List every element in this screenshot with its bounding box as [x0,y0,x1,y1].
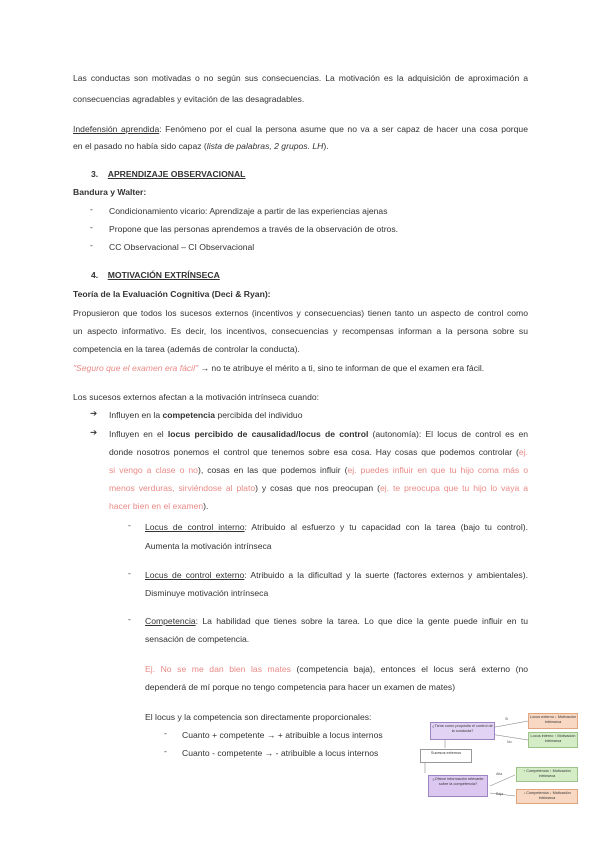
quote-example: "Seguro que el examen era fácil" [73,363,199,373]
bullet-locus-line-5: hacer bien en el examen). [109,501,209,511]
paragraph-1-line-1: Las conductas son motivadas o no según sus consecuencias. La motivación es la adquisición de aproximación a [73,73,528,83]
diagram-result-locus-interno: Locus interno ↑ Motivación intrínseca [528,732,578,748]
bullet-locus-line-3: si vengo a clase o no), cosas en las que podemos influir (ej. puedes influir en que tu hijo coma más o [109,465,529,475]
diagram-label-no: No [507,740,512,744]
section-4-heading: 4. MOTIVACIÓN EXTRÍNSECA [91,270,220,280]
bullet-competencia: Influyen en la competencia percibida del individuo [109,410,303,420]
bullet-locus-line-2: donde nosotros ponemos el control que tenemos sobre esa cosa. Hay cosas que podemos controlar (ej. [109,447,528,457]
paragraph-2-line-2: en el pasado no había sido capaz (lista de palabras, 2 grupos. LH). [73,141,329,151]
example-line-2: dependerá de mí porque no tengo competencia para hacer un examen de mates) [145,682,456,692]
example-line-1: Ej. No se me dan bien las mates (competencia baja), entonces el locus será externo (no [145,664,529,674]
section-3-heading: 3. APRENDIZAJE OBSERVACIONAL [91,169,246,179]
arrow-bullet-icon: ➔ [90,427,98,437]
diagram-result-locus-externo: Locus externo ↓ Motivación intrínseca [528,713,578,729]
locus-externo-line-1: Locus de control externo: Atribuido a la dificultad y la suerte (factores externos y ambientales). [145,570,528,580]
list-item: Cuanto - competente → - atribuible a locus internos [182,748,379,758]
list-item: CC Observacional – CI Observacional [109,242,255,252]
list-item: Propone que las personas aprendemos a través de la observación de otros. [109,224,399,234]
section-3-subhead: Bandura y Walter: [73,187,147,197]
bullet-locus-line-4: menos verduras, sirviéndose al plato) y cosas que nos preocupan (ej. te preocupa que tu hijo lo vaya a [109,483,528,493]
list-item: Condicionamiento vicario: Aprendizaje a partir de las experiencias ajenas [109,206,388,216]
diagram-question-control: ¿Tiene como propósito el control de la conducta? [430,722,495,740]
section-4-p1-line-2: un aspecto informativo. Es decir, los incentivos, consecuencias y recompensas informan a la persona sobre su [73,326,528,336]
quote-line: "Seguro que el examen era fácil" → no te atribuye el mérito a ti, sino te informan de que el examen era fácil. [73,363,485,373]
locus-interno-line-1: Locus de control interno: Atribuido al esfuerzo y tu capacidad con la tarea (bajo tu control). [145,522,528,532]
diagram-root: Sucesos externos [420,749,472,763]
arrow-bullet-icon: ➔ [90,408,98,418]
competencia-line-2: sensación de competencia. [145,634,250,644]
locus-interno-line-2: Aumenta la motivación intrínseca [145,541,272,551]
diagram-question-info: ¿Ofrece información relevante sobre la competencia? [428,775,488,797]
document-page: Las conductas son motivadas o no según sus consecuencias. La motivación es la adquisición de aproximación a consecuencias agradables y evitación de las desagradables. Indefensión aprendida: Fenómeno por el cual la persona asume que no va a ser capaz de hacer una cosa porque en el pasado no había sido capaz (lista de palabras, 2 grupos. LH). 3. APRENDIZAJE OBSERVACIONAL Bandura y Walter: - Condicionamiento vicario: Aprendizaje a partir de las experiencias ajenas - Propone que las personas aprendemos a través de la observación de otros. - CC Observacional – CI Observacional 4. MOTIVACIÓN EXTRÍNSECA Teoría de la Evaluación Cognitiva (Deci & Ryan): Propusieron que todos los sucesos externos (incentivos y consecuencias) tienen tanto un aspecto de control como un aspecto informativo. Es decir, los incentivos, consecuencias y recompensas informan a la persona sobre su competencia en la tarea (además de controlar la conducta). "Seguro que el examen era fácil" → no te atribuye el mérito a ti, sino te informan de que el examen era fácil. Los sucesos externos afectan a la motivación intrínseca cuando: ➔ Influyen en la competencia percibida del individuo ➔ Influyen en el locus percibido de causalidad/locus de control (autonomía): El locus de control es en donde nosotros ponemos el control que tenemos sobre esa cosa. Hay cosas que podemos controlar (ej. si vengo a clase o no), cosas en las que podemos influir (ej. puedes influir en que tu hijo coma más o menos verduras, sirviéndose al plato) y cosas que nos preocupan (ej. te preocupa que tu hijo lo vaya a hacer bien en el examen). - Locus de control interno: Atribuido al esfuerzo y tu capacidad con la tarea (bajo tu control). Aumenta la motivación intrínseca - Locus de control externo: Atribuido a la dificultad y la suerte (factores externos y ambientales). Disminuye motivación intrínseca - Competencia: La habilidad que tienes sobre la tarea. Lo que dice la gente puede influir en tu sensación de competencia. Ej. No se me dan bien las mates (competencia baja), entonces el locus será externo (no dependerá de mí porque no tengo competencia para hacer un examen de mates) El locus y la competencia son directamente proporcionales: - Cuanto + competente → + atribuible a locus internos - Cuanto - competente → - atribuible a locus internos ¿Tiene como propósito el control de la conducta? Sucesos externos ¿Ofrece información relevante sobre la competencia? Sí No Alta Baja Locus externo ↓ Motivación intrínseca Locus interno ↑ Motivación intrínseca ↑ Competencia ↑ Motivación intrínseca ↓ Competencia ↓ Motivación intrínseca [0,0,600,848]
diagram-label-low: Baja [496,792,504,796]
intro-line: Los sucesos externos afectan a la motivación intrínseca cuando: [73,392,320,402]
locus-externo-line-2: Disminuye motivación intrínseca [145,588,269,598]
list-item: Cuanto + competente → + atribuible a locus internos [182,730,383,740]
diagram-label-high: Alta [496,772,503,776]
proportional-line: El locus y la competencia son directamente proporcionales: [145,712,372,722]
section-4-p1-line-3: competencia en la tarea (además de controlar la conducta). [73,344,300,354]
paragraph-2-line-1: Indefensión aprendida: Fenómeno por el cual la persona asume que no va a ser capaz de hacer una cosa porque [73,124,528,134]
term-indefension: Indefensión aprendida [73,124,160,134]
diagram-result-competencia-baja: ↓ Competencia ↓ Motivación intrínseca [516,789,578,804]
section-4-subhead: Teoría de la Evaluación Cognitiva (Deci & Ryan): [73,289,271,299]
diagram-label-yes: Sí [505,717,509,721]
diagram-result-competencia-alta: ↑ Competencia ↑ Motivación intrínseca [516,767,578,782]
paragraph-1-line-2: consecuencias agradables y evitación de las desagradables. [73,94,305,104]
competencia-line-1: Competencia: La habilidad que tienes sobre la tarea. Lo que dice la gente puede influir en tu [145,616,528,626]
section-4-p1-line-1: Propusieron que todos los sucesos externos (incentivos y consecuencias) tienen tanto un aspecto de control como [73,308,528,318]
bullet-locus-line-1: Influyen en el locus percibido de causalidad/locus de control (autonomía): El locus de control es en [109,429,528,439]
